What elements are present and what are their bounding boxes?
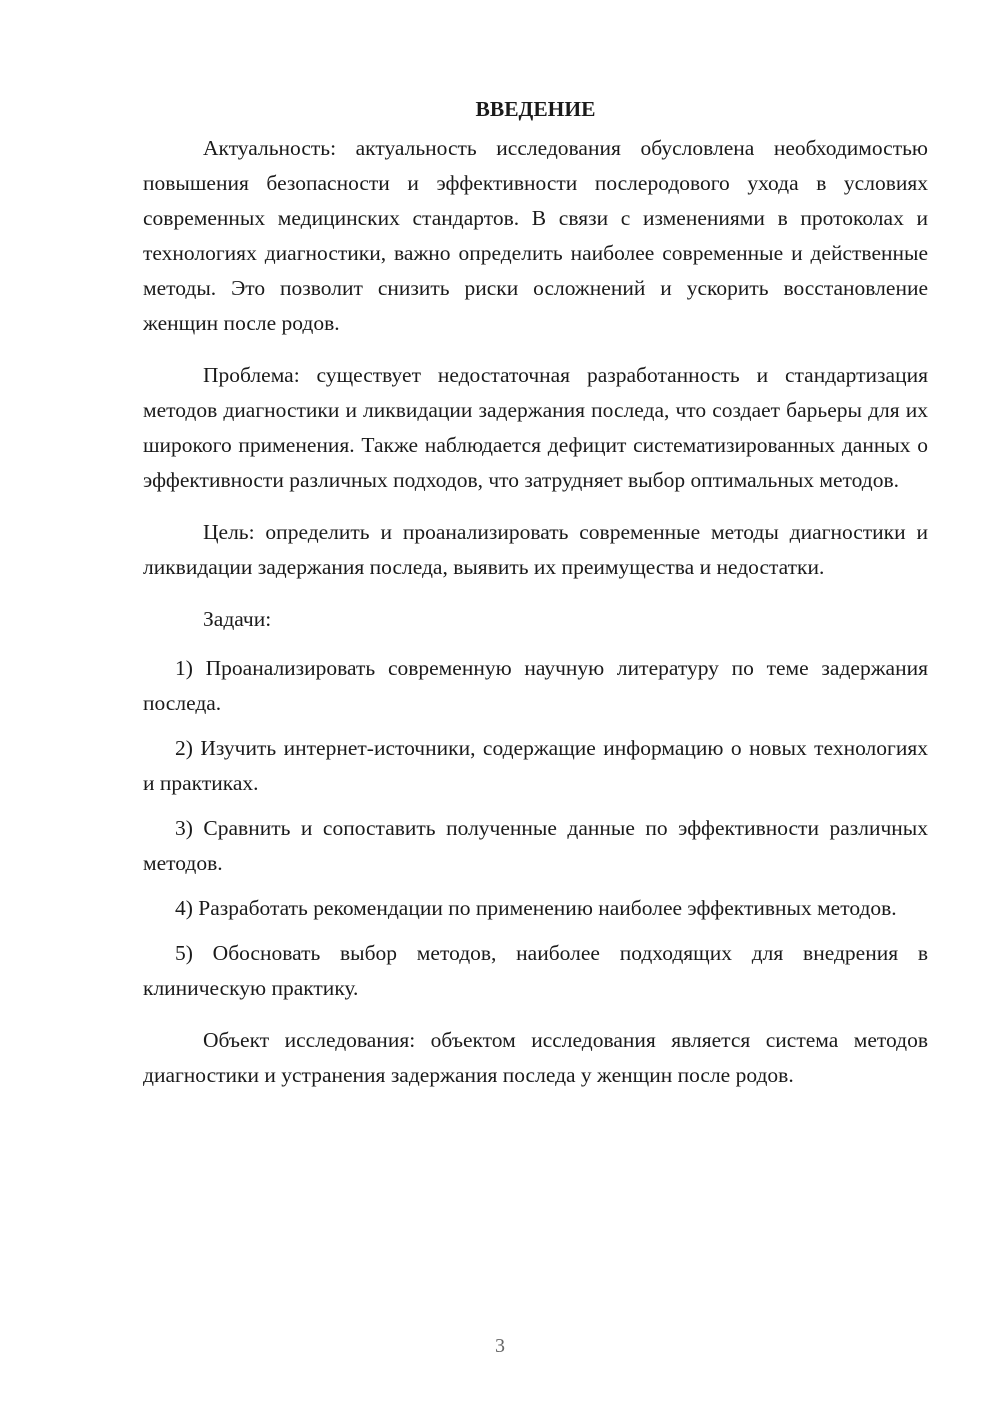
task-item: 5) Обосновать выбор методов, наиболее подходящих для внедрения в клиническую практику. xyxy=(143,941,928,1000)
page-title: ВВЕДЕНИЕ xyxy=(475,97,596,121)
relevance-paragraph: Актуальность: актуальность исследования обусловлена необходимостью повышения безопасности и эффективности послеродового ухода в условиях современных медицинских стандартов. В связи с изменениями в протоколах и технологиях диагностики, важно определить наиболее современные и действенные методы. Это позволит снизить риски осложнений и ускорить восстановление женщин после родов. xyxy=(143,136,928,335)
goal-paragraph: Цель: определить и проанализировать современные методы диагностики и ликвидации задержания последа, выявить их преимущества и недостатки. xyxy=(143,520,928,579)
task-item: 2) Изучить интернет-источники, содержащие информацию о новых технологиях и практиках. xyxy=(143,736,928,795)
tasks-heading: Задачи: xyxy=(203,607,272,631)
task-item: 3) Сравнить и сопоставить полученные данные по эффективности различных методов. xyxy=(143,816,928,875)
task-item: 1) Проанализировать современную научную литературу по теме задержания последа. xyxy=(143,656,928,715)
page-number: 3 xyxy=(495,1335,505,1357)
object-paragraph: Объект исследования: объектом исследования является система методов диагностики и устранения задержания последа у женщин после родов. xyxy=(143,1028,928,1087)
document-page xyxy=(143,92,928,1093)
task-item: 4) Разработать рекомендации по применению наиболее эффективных методов. xyxy=(175,896,897,920)
problem-paragraph: Проблема: существует недостаточная разработанность и стандартизация методов диагностики и ликвидации задержания последа, что создает барьеры для их широкого применения. Также наблюдается дефицит систематизированных данных о эффективности различных подходов, что затрудняет выбор оптимальных методов. xyxy=(143,363,928,492)
tasks-list xyxy=(143,651,928,1006)
